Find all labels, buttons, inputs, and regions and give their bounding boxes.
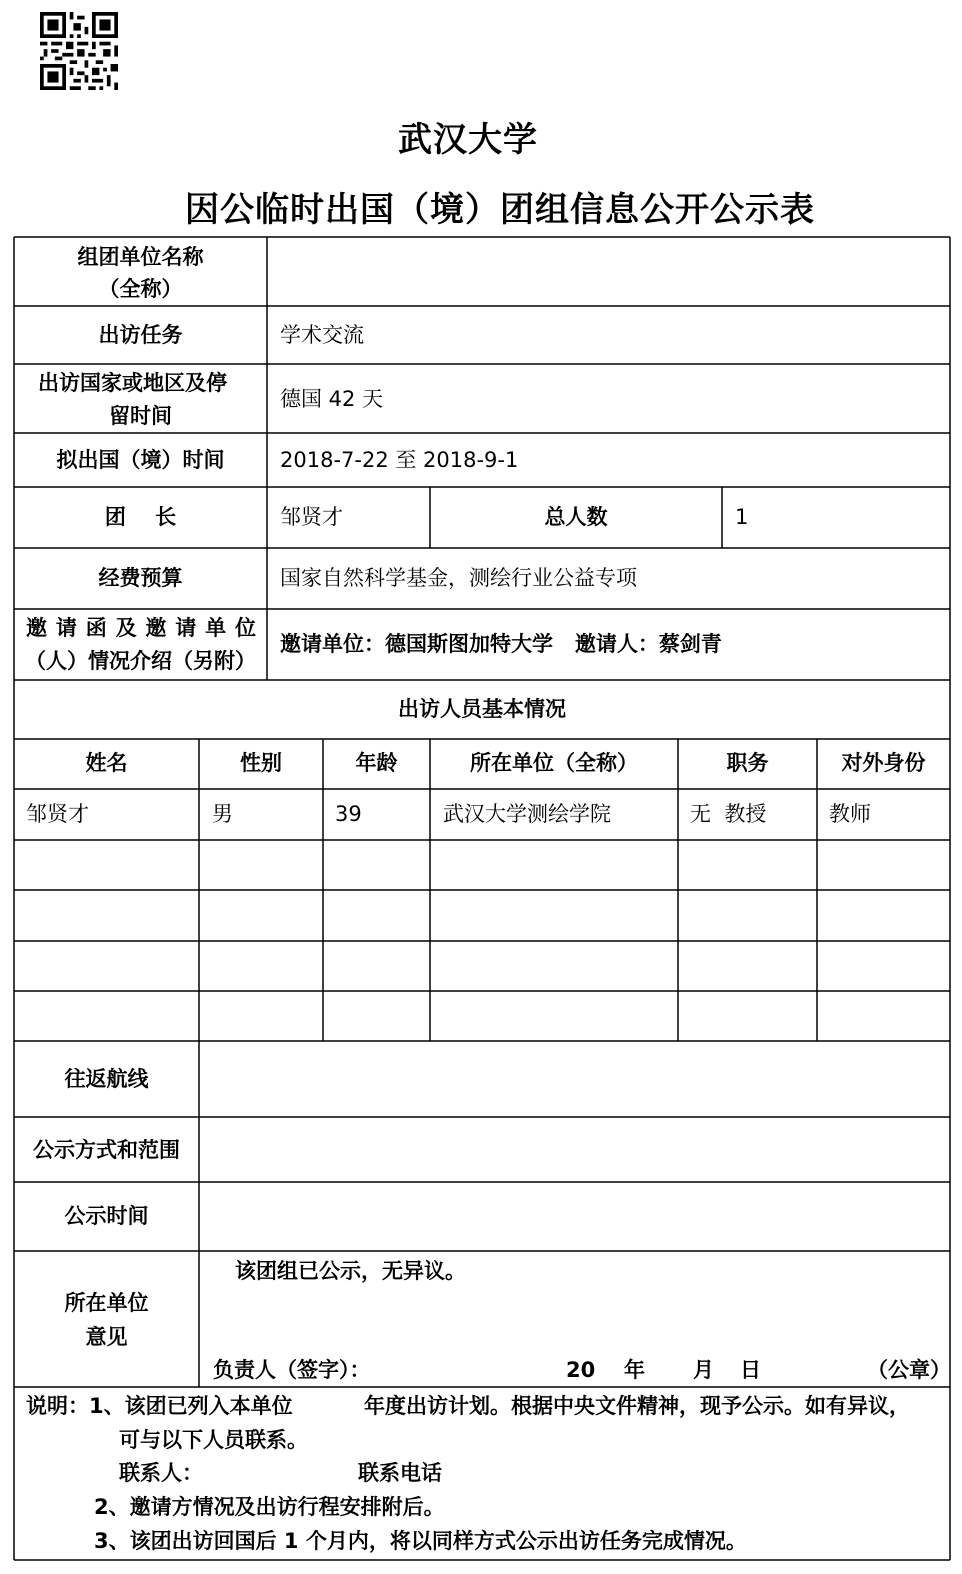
signer-label: 负责人（签字）：	[213, 1358, 371, 1382]
country-value: 德国 42 天	[280, 387, 384, 411]
col-header-position: 职务	[726, 751, 769, 775]
time-value: 2018-7-22 至 2018-9-1	[280, 448, 519, 472]
opinion-label-2: 意见	[85, 1325, 128, 1349]
member-identity: 教师	[829, 802, 871, 826]
invite-value: 邀请单位：德国斯图加特大学 邀请人：蔡剑青	[280, 632, 722, 656]
note-1-continued: 可与以下人员联系。	[119, 1428, 308, 1452]
invite-label-2: （人）情况介绍（另附）	[25, 649, 256, 673]
col-header-gender: 性别	[240, 751, 282, 775]
country-label-2: 留时间	[109, 404, 172, 428]
date-year-label: 年	[624, 1358, 645, 1382]
leader-value: 邹贤才	[280, 505, 343, 529]
publicity-label: 公示方式和范围	[33, 1138, 180, 1162]
publicity-time-label: 公示时间	[64, 1204, 149, 1228]
members-section-title: 出访人员基本情况	[398, 697, 566, 721]
org-label-fullname: （全称）	[98, 277, 183, 301]
col-header-identity: 对外身份	[841, 751, 926, 775]
total-value: 1	[735, 505, 749, 529]
note-1-end: 年度出访计划。根据中央文件精神，现予公示。如有异议，	[364, 1394, 910, 1418]
col-header-name: 姓名	[85, 751, 128, 775]
opinion-label: 所在单位	[64, 1291, 149, 1315]
route-label: 往返航线	[64, 1067, 149, 1091]
country-label: 出访国家或地区及停	[38, 371, 227, 395]
invite-label: 邀请函及邀请单位	[26, 616, 256, 640]
leader-label: 团 长	[104, 505, 177, 529]
member-org: 武汉大学测绘学院	[443, 802, 611, 826]
task-label: 出访任务	[98, 323, 183, 347]
note-2: 2、邀请方情况及出访行程安排附后。	[94, 1495, 445, 1519]
time-label: 拟出国（境）时间	[56, 448, 225, 472]
date-month-label: 月	[693, 1358, 714, 1382]
member-position: 无 教授	[690, 802, 767, 826]
col-header-org: 所在单位（全称）	[470, 751, 638, 775]
budget-value: 国家自然科学基金，测绘行业公益专项	[280, 566, 637, 590]
budget-label: 经费预算	[98, 566, 183, 590]
date-century: 20	[566, 1358, 596, 1382]
member-name: 邹贤才	[26, 802, 89, 826]
total-label: 总人数	[544, 505, 608, 529]
opinion-text: 该团组已公示，无异议。	[235, 1259, 466, 1283]
seal-label: （公章）	[867, 1358, 951, 1382]
page-subtitle: 因公临时出国（境）团组信息公开公示表	[185, 190, 815, 230]
task-value: 学术交流	[280, 323, 364, 347]
col-header-age: 年龄	[355, 751, 398, 775]
phone-label: 联系电话	[358, 1461, 442, 1485]
note-1-start: 说明：1、该团已列入本单位	[26, 1394, 293, 1418]
page-title: 武汉大学	[398, 120, 538, 160]
member-age: 39	[335, 802, 362, 826]
date-day-label: 日	[740, 1358, 761, 1382]
member-gender: 男	[212, 802, 233, 826]
contact-label: 联系人：	[119, 1461, 203, 1485]
note-3: 3、该团出访回国后 1 个月内，将以同样方式公示出访任务完成情况。	[94, 1529, 747, 1553]
org-label: 组团单位名称	[77, 245, 204, 269]
